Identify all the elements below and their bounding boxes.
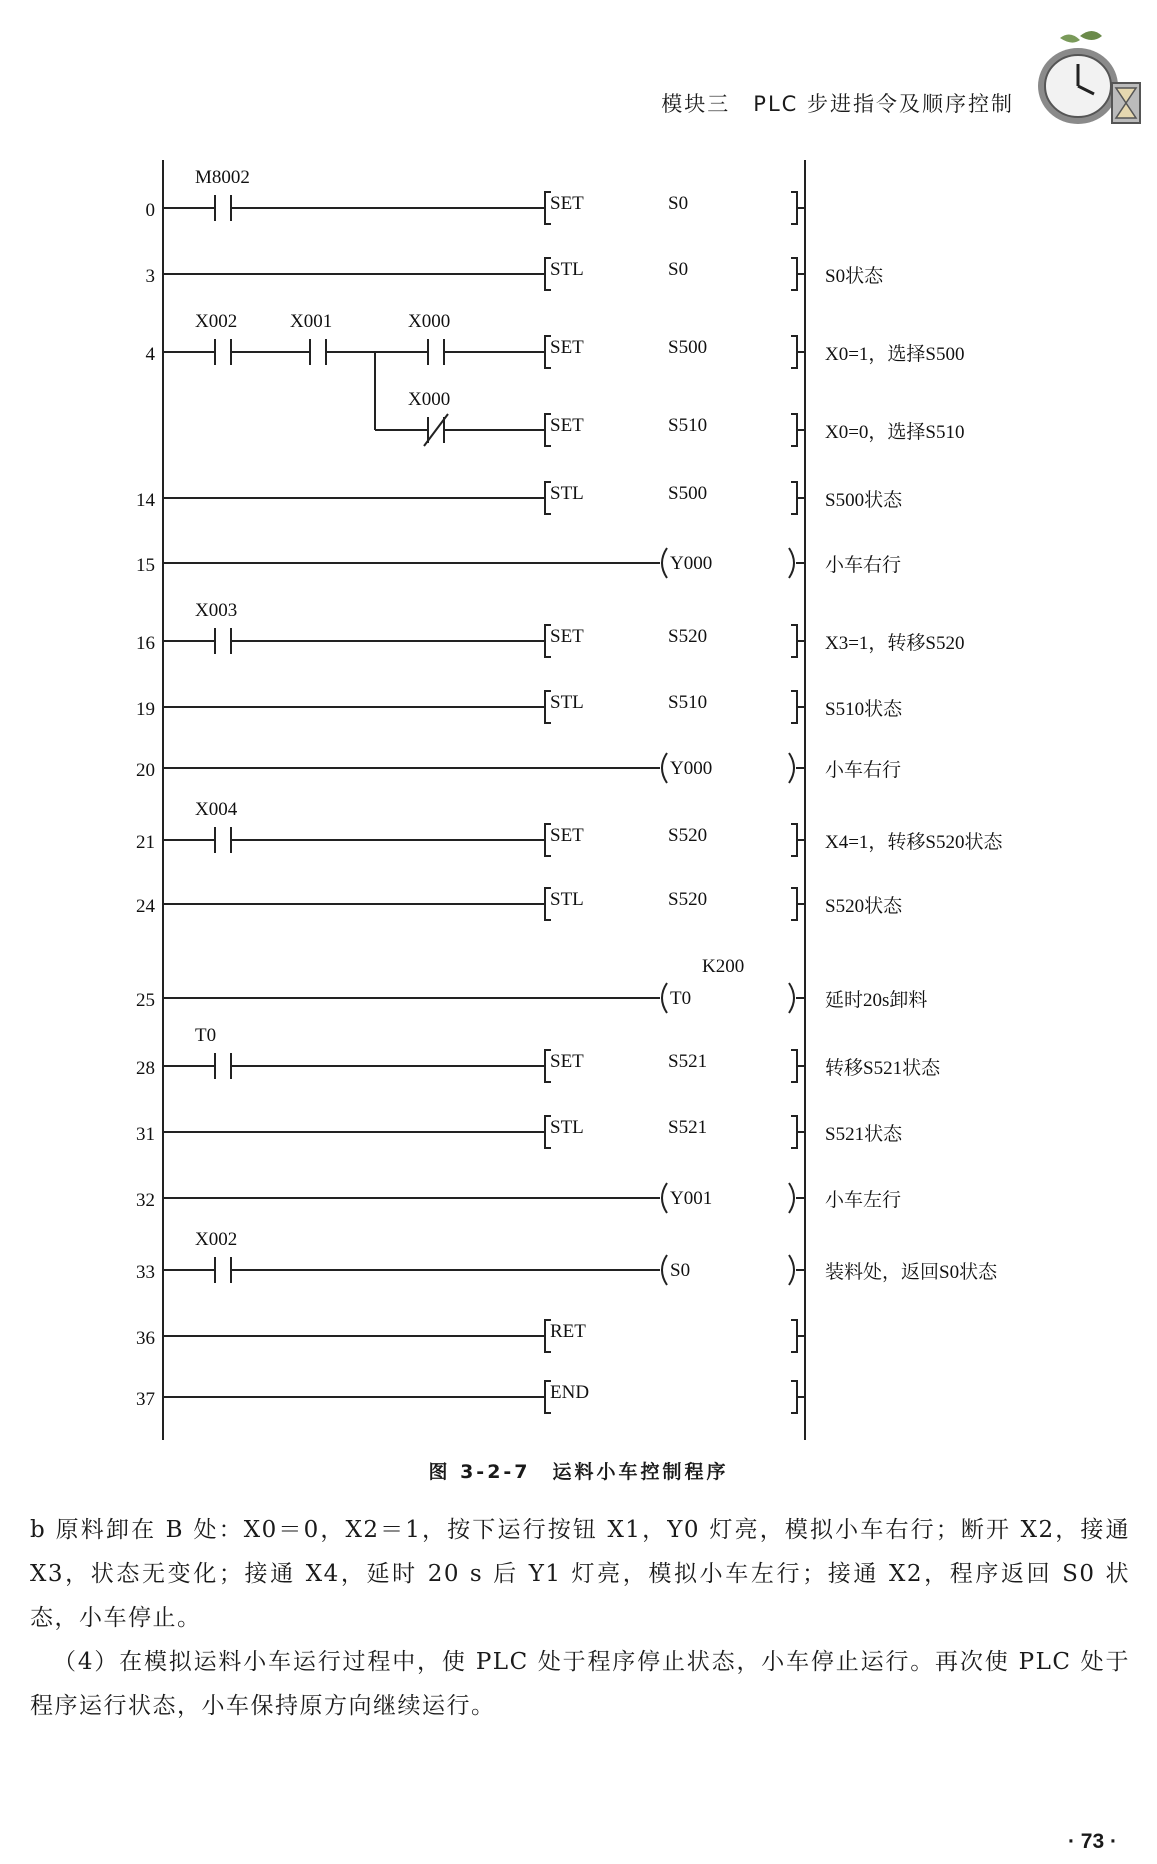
rung-number: 28	[136, 1058, 155, 1079]
coil-paren-left	[662, 983, 667, 1013]
instruction-operand: S521	[668, 1117, 708, 1138]
contact-label: X000	[408, 311, 451, 332]
rung-comment: S520状态	[825, 896, 903, 917]
instruction-operand: S0	[668, 193, 689, 214]
instruction-bracket-right	[791, 1320, 797, 1352]
rung-number: 31	[136, 1124, 155, 1145]
instruction-name: END	[550, 1382, 590, 1403]
rung-comment: 小车右行	[825, 555, 902, 576]
coil-paren-right	[789, 753, 794, 783]
rung-number: 15	[136, 555, 155, 576]
coil-paren-left	[662, 1183, 667, 1213]
timer-constant: K200	[702, 956, 745, 977]
page-number: · 73 ·	[1067, 1830, 1117, 1853]
rung-comment: 转移S521状态	[825, 1058, 941, 1079]
coil-paren-right	[789, 1255, 794, 1285]
rung-comment: S510状态	[825, 699, 903, 720]
contact-label: X001	[290, 311, 333, 332]
rung-comment: 延时20s卸料	[825, 990, 928, 1011]
instruction-name: SET	[550, 415, 584, 436]
instruction-name: STL	[550, 483, 584, 504]
instruction-name: RET	[550, 1321, 586, 1342]
rung-number: 36	[136, 1328, 155, 1349]
instruction-bracket-right	[791, 1116, 797, 1148]
rung-comment: X0=0，选择S510	[825, 422, 965, 443]
coil-operand: Y001	[670, 1188, 713, 1209]
instruction-name: SET	[550, 1051, 584, 1072]
instruction-bracket-right	[791, 691, 797, 723]
contact-label: T0	[195, 1025, 217, 1046]
instruction-operand: S520	[668, 626, 708, 647]
contact-label: X002	[195, 311, 238, 332]
instruction-name: STL	[550, 259, 584, 280]
figure-caption: 图 3-2-7 运料小车控制程序	[428, 1461, 729, 1483]
instruction-operand: S521	[668, 1051, 708, 1072]
instruction-bracket-right	[791, 824, 797, 856]
rung-comment: X0=1，选择S500	[825, 344, 965, 365]
instruction-bracket-right	[791, 888, 797, 920]
coil-paren-left	[662, 1255, 667, 1285]
running-header-title: 模块三 PLC 步进指令及顺序控制	[661, 92, 1014, 116]
rung-number: 19	[136, 699, 155, 720]
rung-comment: X4=1，转移S520状态	[825, 832, 1003, 853]
contact-label: X002	[195, 1229, 238, 1250]
rung-comment: X3=1，转移S520	[825, 633, 965, 654]
coil-paren-right	[789, 548, 794, 578]
rung-number: 0	[145, 200, 155, 221]
instruction-name: SET	[550, 337, 584, 358]
rung-number: 4	[145, 344, 155, 365]
coil-paren-right	[789, 983, 794, 1013]
contact-label: X003	[195, 600, 238, 621]
coil-operand: S0	[670, 1260, 691, 1281]
rung-comment: 装料处，返回S0状态	[825, 1262, 998, 1283]
rung-number: 20	[136, 760, 155, 781]
rung-number: 32	[136, 1190, 155, 1211]
rung-number: 33	[136, 1262, 155, 1283]
rung-comment: S0状态	[825, 266, 884, 287]
instruction-bracket-right	[791, 192, 797, 224]
instruction-bracket-right	[791, 414, 797, 446]
rung-comment: S500状态	[825, 490, 903, 511]
rung-number: 24	[136, 896, 155, 917]
instruction-operand: S500	[668, 483, 708, 504]
instruction-bracket-right	[791, 1050, 797, 1082]
rung-comment: S521状态	[825, 1124, 903, 1145]
coil-paren-left	[662, 753, 667, 783]
instruction-operand: S0	[668, 259, 689, 280]
instruction-bracket-right	[791, 625, 797, 657]
rung-comment: 小车左行	[825, 1190, 902, 1211]
rung-number: 3	[145, 266, 155, 287]
contact-label: M8002	[195, 167, 250, 188]
instruction-operand: S510	[668, 415, 708, 436]
instruction-operand: S520	[668, 825, 708, 846]
coil-paren-left	[662, 548, 667, 578]
instruction-bracket-right	[791, 258, 797, 290]
body-paragraph-2: （4）在模拟运料小车运行过程中，使 PLC 处于程序停止状态，小车停止运行。再次使 PLC 处于程序运行状态，小车保持原方向继续运行。	[30, 1649, 1130, 1719]
rung-number: 37	[136, 1389, 155, 1410]
coil-operand: Y000	[670, 553, 713, 574]
rung-number: 14	[136, 490, 155, 511]
instruction-name: STL	[550, 889, 584, 910]
instruction-name: STL	[550, 1117, 584, 1138]
instruction-operand: S510	[668, 692, 708, 713]
instruction-operand: S520	[668, 889, 708, 910]
contact-label: X000	[408, 389, 451, 410]
instruction-name: STL	[550, 692, 584, 713]
contact-label: X004	[195, 799, 238, 820]
rung-number: 25	[136, 990, 155, 1011]
instruction-name: SET	[550, 193, 584, 214]
rung-number: 16	[136, 633, 155, 654]
instruction-operand: S500	[668, 337, 708, 358]
instruction-name: SET	[550, 825, 584, 846]
rung-number: 21	[136, 832, 155, 853]
instruction-bracket-right	[791, 482, 797, 514]
rung-comment: 小车右行	[825, 760, 902, 781]
body-paragraph-1: b 原料卸在 B 处：X0＝0，X2＝1，按下运行按钮 X1，Y0 灯亮，模拟小车右行；断开 X2，接通 X3，状态无变化；接通 X4，延时 20 s 后 Y1 灯亮，模拟小车左行；接通 X2，程序返回 S0 状态，小车停止。	[30, 1517, 1130, 1631]
coil-paren-right	[789, 1183, 794, 1213]
coil-operand: Y000	[670, 758, 713, 779]
instruction-bracket-right	[791, 336, 797, 368]
coil-operand: T0	[670, 988, 692, 1009]
instruction-name: SET	[550, 626, 584, 647]
instruction-bracket-right	[791, 1381, 797, 1413]
